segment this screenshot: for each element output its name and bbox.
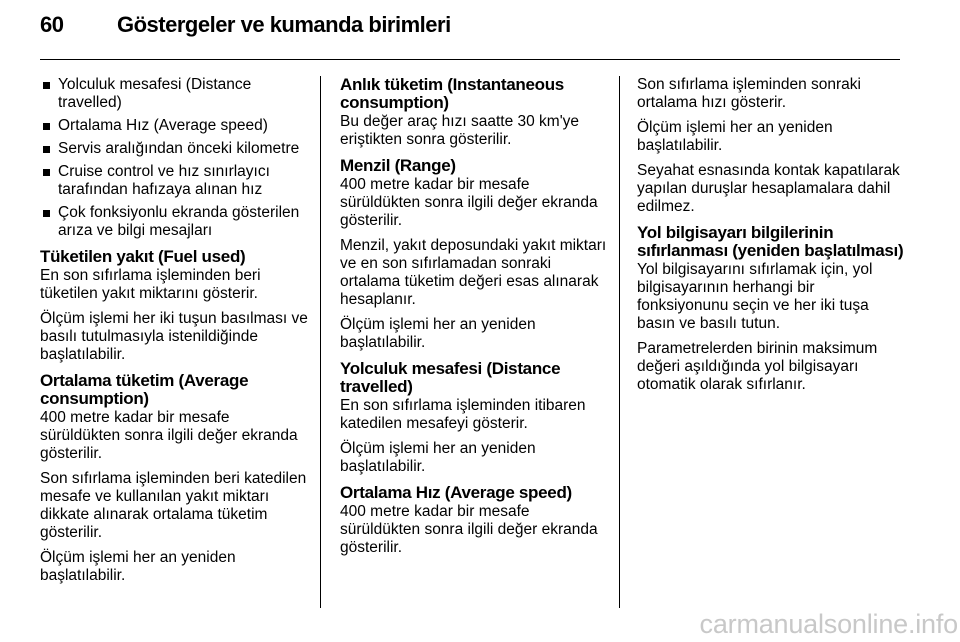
bullet-square-icon <box>43 82 50 89</box>
bullet-square-icon <box>43 169 50 176</box>
column-3 <box>637 76 905 401</box>
feature-list <box>40 76 308 240</box>
list-item-text: Servis aralığından önceki kilometre <box>58 140 300 157</box>
paragraph: Ölçüm işlemi her an yeniden başlatılabilir. <box>40 549 236 584</box>
header-rule <box>40 59 900 60</box>
section-heading-distance: Yolculuk mesafesi (Distance travelled) <box>340 359 561 396</box>
paragraph: Parametrelerden birinin maksimum değeri aşıldığında yol bilgisayarı otomatik olarak sıfırlanır. <box>637 340 878 393</box>
paragraph: Ölçüm işlemi her an yeniden başlatılabilir. <box>637 119 833 154</box>
column-divider-left <box>320 76 321 608</box>
paragraph: Son sıfırlama işleminden beri katedilen mesafe ve kullanılan yakıt miktarı dikkate alınarak ortalama tüketim gösterilir. <box>40 470 307 541</box>
list-item <box>40 117 308 135</box>
watermark: carmanualsonline.info <box>699 609 958 639</box>
column-divider-right <box>619 76 620 608</box>
paragraph: Menzil, yakıt deposundaki yakıt miktarı ve en son sıfırlamadan sonraki ortalama tüketim değeri esas alınarak hesaplanır. <box>340 237 607 308</box>
bullet-square-icon <box>43 146 50 153</box>
section-heading-fuel-used: Tüketilen yakıt (Fuel used) <box>40 247 246 266</box>
list-item-text: Ortalama Hız (Average speed) <box>58 117 268 134</box>
paragraph: 400 metre kadar bir mesafe sürüldükten sonra ilgili değer ekranda gösterilir. <box>340 503 598 556</box>
bullet-square-icon <box>43 123 50 130</box>
list-item-text: Yolculuk mesafesi (Distance travelled) <box>58 76 252 111</box>
paragraph: Ölçüm işlemi her iki tuşun basılması ve basılı tutulmasıyla istenildiğinde başlatılabilir. <box>40 310 308 363</box>
paragraph: Ölçüm işlemi her an yeniden başlatılabilir. <box>340 316 536 351</box>
list-item <box>40 76 308 112</box>
paragraph: En son sıfırlama işleminden itibaren katedilen mesafeyi gösterir. <box>340 397 586 432</box>
paragraph: 400 metre kadar bir mesafe sürüldükten sonra ilgili değer ekranda gösterilir. <box>340 176 598 229</box>
column-1 <box>40 76 308 592</box>
section-heading-range: Menzil (Range) <box>340 156 456 175</box>
paragraph: Son sıfırlama işleminden sonraki ortalama hızı gösterir. <box>637 76 861 111</box>
list-item-text: Cruise control ve hız sınırlayıcı tarafından hafızaya alınan hız <box>58 163 270 198</box>
page-title: Göstergeler ve kumanda birimleri <box>117 12 451 37</box>
page-number: 60 <box>40 12 64 37</box>
list-item <box>40 163 308 199</box>
list-item <box>40 204 308 240</box>
paragraph: Yol bilgisayarını sıfırlamak için, yol bilgisayarının herhangi bir fonksiyonunu seçin ve her iki tuşa basın ve basılı tutun. <box>637 261 873 332</box>
paragraph: En son sıfırlama işleminden beri tüketilen yakıt miktarını gösterir. <box>40 267 261 302</box>
paragraph: Ölçüm işlemi her an yeniden başlatılabilir. <box>340 440 536 475</box>
paragraph: 400 metre kadar bir mesafe sürüldükten sonra ilgili değer ekranda gösterilir. <box>40 409 298 462</box>
list-item-text: Çok fonksiyonlu ekranda gösterilen arıza ve bilgi mesajları <box>58 204 300 239</box>
paragraph: Seyahat esnasında kontak kapatılarak yapılan duruşlar hesaplamalara dahil edilmez. <box>637 162 900 215</box>
bullet-square-icon <box>43 210 50 217</box>
section-heading-instantaneous: Anlık tüketim (Instantaneous consumption) <box>340 75 564 112</box>
paragraph: Bu değer araç hızı saatte 30 km'ye eriştikten sonra gösterilir. <box>340 113 580 148</box>
list-item <box>40 140 308 158</box>
section-heading-average-speed: Ortalama Hız (Average speed) <box>340 483 572 502</box>
section-heading-average-consumption: Ortalama tüketim (Average consumption) <box>40 371 249 408</box>
column-2 <box>340 76 608 564</box>
section-heading-reset: Yol bilgisayarı bilgilerinin sıfırlanması (yeniden başlatılması) <box>637 223 904 260</box>
